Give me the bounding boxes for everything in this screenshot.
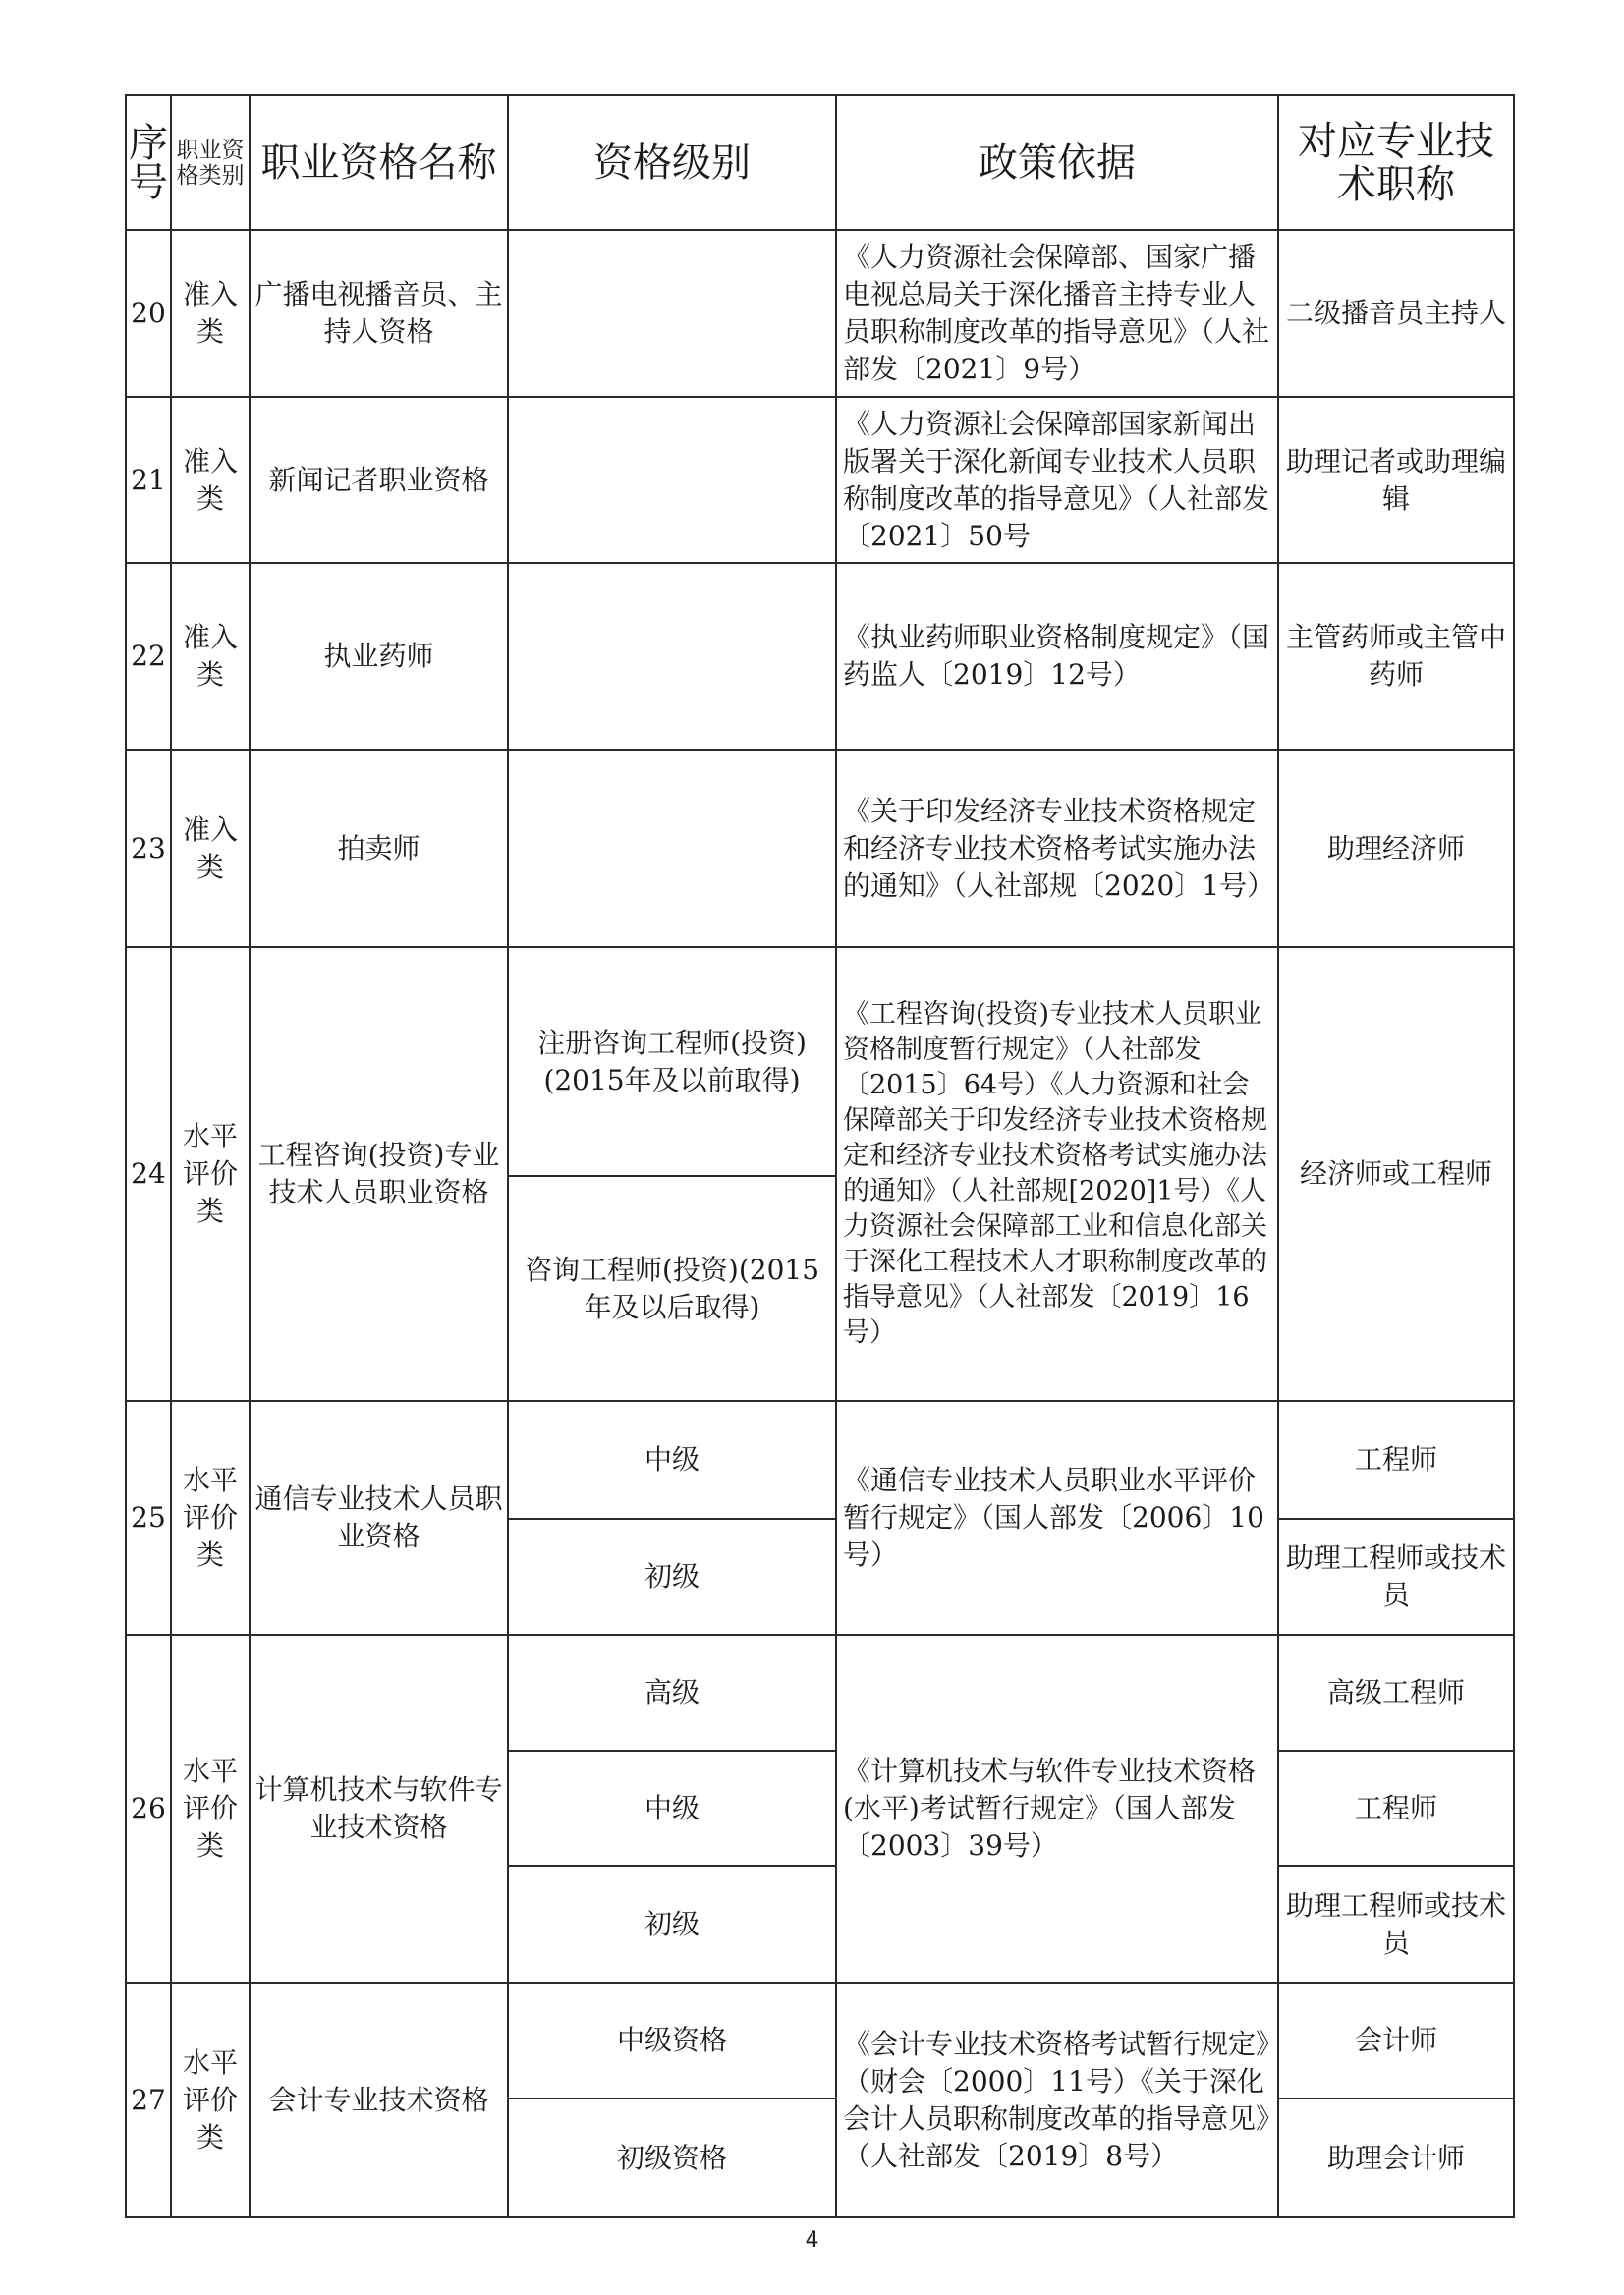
- row-level: 高级: [508, 1635, 836, 1751]
- row-title: 主管药师或主管中药师: [1278, 563, 1514, 750]
- row-title: 助理经济师: [1278, 750, 1514, 947]
- row-name: 会计专业技术资格: [250, 1983, 508, 2217]
- row-no: 22: [126, 563, 171, 750]
- row-no: 20: [126, 230, 171, 397]
- row-type: 准入类: [171, 750, 250, 947]
- row-title: 工程师: [1278, 1401, 1514, 1519]
- row-level: 中级资格: [508, 1983, 836, 2099]
- row-title: 助理会计师: [1278, 2099, 1514, 2217]
- row-type: 水平评价类: [171, 947, 250, 1401]
- qualification-table: [125, 94, 1515, 2218]
- row-title: 二级播音员主持人: [1278, 230, 1514, 397]
- header-level: 资格级别: [508, 95, 836, 230]
- row-policy: 《人力资源社会保障部国家新闻出版署关于深化新闻专业技术人员职称制度改革的指导意见》（人社部发〔2021〕50号: [836, 397, 1278, 563]
- row-name: 执业药师: [250, 563, 508, 750]
- table-row: [126, 1983, 1514, 2099]
- header-policy: 政策依据: [836, 95, 1278, 230]
- row-name: 广播电视播音员、主持人资格: [250, 230, 508, 397]
- row-level: [508, 230, 836, 397]
- row-title: 助理工程师或技术员: [1278, 1866, 1514, 1983]
- row-policy: 《关于印发经济专业技术资格规定和经济专业技术资格考试实施办法的通知》（人社部规〔2020〕1号）: [836, 750, 1278, 947]
- row-level: [508, 397, 836, 563]
- table-row: [126, 230, 1514, 397]
- row-type: 水平评价类: [171, 1983, 250, 2217]
- header-no: 序号: [126, 95, 171, 230]
- row-policy: 《人力资源社会保障部、国家广播电视总局关于深化播音主持专业人员职称制度改革的指导意见》（人社部发〔2021〕9号）: [836, 230, 1278, 397]
- table-row: [126, 1401, 1514, 1519]
- row-name: 拍卖师: [250, 750, 508, 947]
- row-title: 经济师或工程师: [1278, 947, 1514, 1401]
- row-policy: 《执业药师职业资格制度规定》（国药监人〔2019〕12号）: [836, 563, 1278, 750]
- row-level: 中级: [508, 1751, 836, 1866]
- row-type: 准入类: [171, 563, 250, 750]
- row-level: 初级资格: [508, 2099, 836, 2217]
- row-title: 会计师: [1278, 1983, 1514, 2099]
- row-name: 计算机技术与软件专业技术资格: [250, 1635, 508, 1983]
- row-policy: 《工程咨询(投资)专业技术人员职业资格制度暂行规定》（人社部发〔2015〕64号）《人力资源和社会保障部关于印发经济专业技术资格规定和经济专业技术资格考试实施办法的通知》（人社部规[2020]1号）《人力资源社会保障部工业和信息化部关于深化工程技术人才职称制度改革的指导意见》（人社部发〔2019〕16号）: [836, 947, 1278, 1401]
- table-row: [126, 947, 1514, 1176]
- table-row: [126, 750, 1514, 947]
- row-level: 咨询工程师(投资)(2015年及以后取得): [508, 1176, 836, 1401]
- header-name: 职业资格名称: [250, 95, 508, 230]
- row-type: 准入类: [171, 230, 250, 397]
- row-type: 准入类: [171, 397, 250, 563]
- table-row: [126, 563, 1514, 750]
- row-title: 助理记者或助理编辑: [1278, 397, 1514, 563]
- table-row: [126, 1635, 1514, 1751]
- row-policy: 《计算机技术与软件专业技术资格(水平)考试暂行规定》（国人部发〔2003〕39号）: [836, 1635, 1278, 1983]
- row-level: [508, 750, 836, 947]
- row-no: 21: [126, 397, 171, 563]
- row-level: 初级: [508, 1866, 836, 1983]
- table-row: [126, 397, 1514, 563]
- row-no: 26: [126, 1635, 171, 1983]
- row-no: 25: [126, 1401, 171, 1635]
- row-name: 工程咨询(投资)专业技术人员职业资格: [250, 947, 508, 1401]
- row-level: 注册咨询工程师(投资)(2015年及以前取得): [508, 947, 836, 1176]
- row-title: 工程师: [1278, 1751, 1514, 1866]
- row-name: 通信专业技术人员职业资格: [250, 1401, 508, 1635]
- row-no: 24: [126, 947, 171, 1401]
- row-title: 高级工程师: [1278, 1635, 1514, 1751]
- row-level: 中级: [508, 1401, 836, 1519]
- row-no: 27: [126, 1983, 171, 2217]
- row-type: 水平评价类: [171, 1401, 250, 1635]
- row-policy: 《通信专业技术人员职业水平评价暂行规定》（国人部发〔2006〕10号）: [836, 1401, 1278, 1635]
- row-name: 新闻记者职业资格: [250, 397, 508, 563]
- row-level: 初级: [508, 1519, 836, 1635]
- page-number: 4: [805, 2228, 819, 2253]
- header-type: 职业资格类别: [171, 95, 250, 230]
- header-title: 对应专业技术职称: [1278, 95, 1514, 230]
- row-level: [508, 563, 836, 750]
- row-type: 水平评价类: [171, 1635, 250, 1983]
- table-header-row: [126, 95, 1514, 230]
- row-no: 23: [126, 750, 171, 947]
- row-policy: 《会计专业技术资格考试暂行规定》（财会〔2000〕11号）《关于深化会计人员职称制度改革的指导意见》（人社部发〔2019〕8号）: [836, 1983, 1278, 2217]
- row-title: 助理工程师或技术员: [1278, 1519, 1514, 1635]
